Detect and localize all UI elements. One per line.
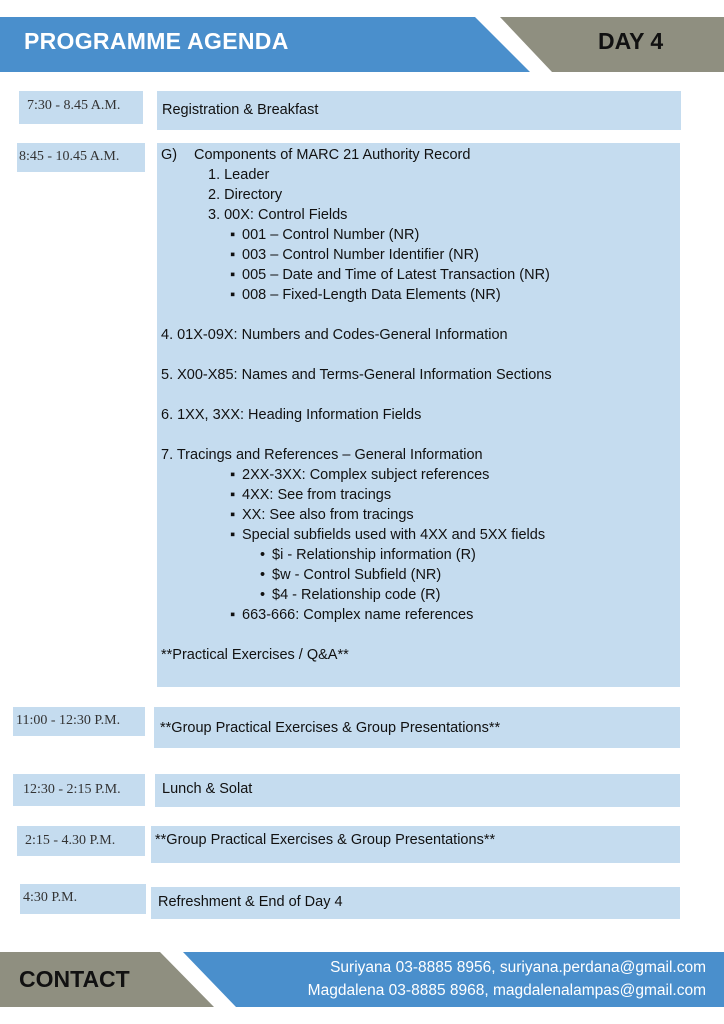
time-slot: 8:45 - 10.45 A.M. bbox=[17, 143, 145, 172]
outline-item: 663-666: Complex name references bbox=[242, 607, 474, 623]
outline-item: **Practical Exercises / Q&A** bbox=[161, 647, 349, 663]
square-bullet-icon: ▪ bbox=[230, 527, 236, 543]
square-bullet-icon: ▪ bbox=[230, 607, 236, 623]
outline-item: 2. Directory bbox=[208, 187, 283, 203]
outline-item: 2XX-3XX: Complex subject references bbox=[242, 467, 490, 483]
outline-item: 005 – Date and Time of Latest Transaction (NR) bbox=[242, 267, 550, 283]
time-slot: 11:00 - 12:30 P.M. bbox=[13, 707, 145, 736]
round-bullet-icon: • bbox=[260, 587, 266, 603]
round-bullet-icon: • bbox=[260, 547, 266, 563]
activity-box: Refreshment & End of Day 4 bbox=[151, 887, 680, 919]
square-bullet-icon: ▪ bbox=[230, 507, 236, 523]
outline-item: $w - Control Subfield (NR) bbox=[272, 567, 442, 583]
day-label: DAY 4 bbox=[598, 28, 664, 54]
time-slot: 7:30 - 8.45 A.M. bbox=[19, 91, 143, 124]
square-bullet-icon: ▪ bbox=[230, 267, 236, 283]
outline-item: 6. 1XX, 3XX: Heading Information Fields bbox=[161, 407, 422, 423]
activity-box: Lunch & Solat bbox=[155, 774, 680, 807]
outline-item: 3. 00X: Control Fields bbox=[208, 207, 348, 223]
activity-box: **Group Practical Exercises & Group Presentations** bbox=[154, 707, 680, 748]
square-bullet-icon: ▪ bbox=[230, 227, 236, 243]
outline-item: 1. Leader bbox=[208, 167, 270, 183]
round-bullet-icon: • bbox=[260, 567, 266, 583]
square-bullet-icon: ▪ bbox=[230, 467, 236, 483]
outline-item: Components of MARC 21 Authority Record bbox=[194, 147, 471, 163]
outline-item: $4 - Relationship code (R) bbox=[272, 587, 441, 603]
square-bullet-icon: ▪ bbox=[230, 247, 236, 263]
outline-item: XX: See also from tracings bbox=[242, 507, 414, 523]
contact-line: Suriyana 03-8885 8956, suriyana.perdana@gmail.com bbox=[330, 959, 706, 976]
outline-item: 4XX: See from tracings bbox=[242, 487, 392, 503]
page-title: PROGRAMME AGENDA bbox=[24, 28, 289, 54]
outline-item: 7. Tracings and References – General Information bbox=[161, 447, 483, 463]
outline-item: 001 – Control Number (NR) bbox=[242, 227, 420, 243]
time-slot: 2:15 - 4.30 P.M. bbox=[17, 826, 145, 856]
square-bullet-icon: ▪ bbox=[230, 487, 236, 503]
activity-box: **Group Practical Exercises & Group Presentations** bbox=[151, 826, 680, 863]
section-marker: G) bbox=[161, 147, 178, 163]
outline-item: $i - Relationship information (R) bbox=[272, 547, 476, 563]
time-slot: 12:30 - 2:15 P.M. bbox=[13, 774, 145, 806]
activity-box: Registration & Breakfast bbox=[157, 91, 681, 130]
time-slot: 4:30 P.M. bbox=[20, 884, 146, 914]
outline-item: 5. X00-X85: Names and Terms-General Information Sections bbox=[161, 367, 552, 383]
outline-item: Special subfields used with 4XX and 5XX fields bbox=[242, 527, 546, 543]
contact-title: CONTACT bbox=[19, 966, 130, 992]
outline-item: 008 – Fixed-Length Data Elements (NR) bbox=[242, 287, 501, 303]
contact-line: Magdalena 03-8885 8968, magdalenalampas@gmail.com bbox=[307, 982, 706, 999]
square-bullet-icon: ▪ bbox=[230, 287, 236, 303]
outline-item: 4. 01X-09X: Numbers and Codes-General Information bbox=[161, 327, 508, 343]
outline-item: 003 – Control Number Identifier (NR) bbox=[242, 247, 479, 263]
